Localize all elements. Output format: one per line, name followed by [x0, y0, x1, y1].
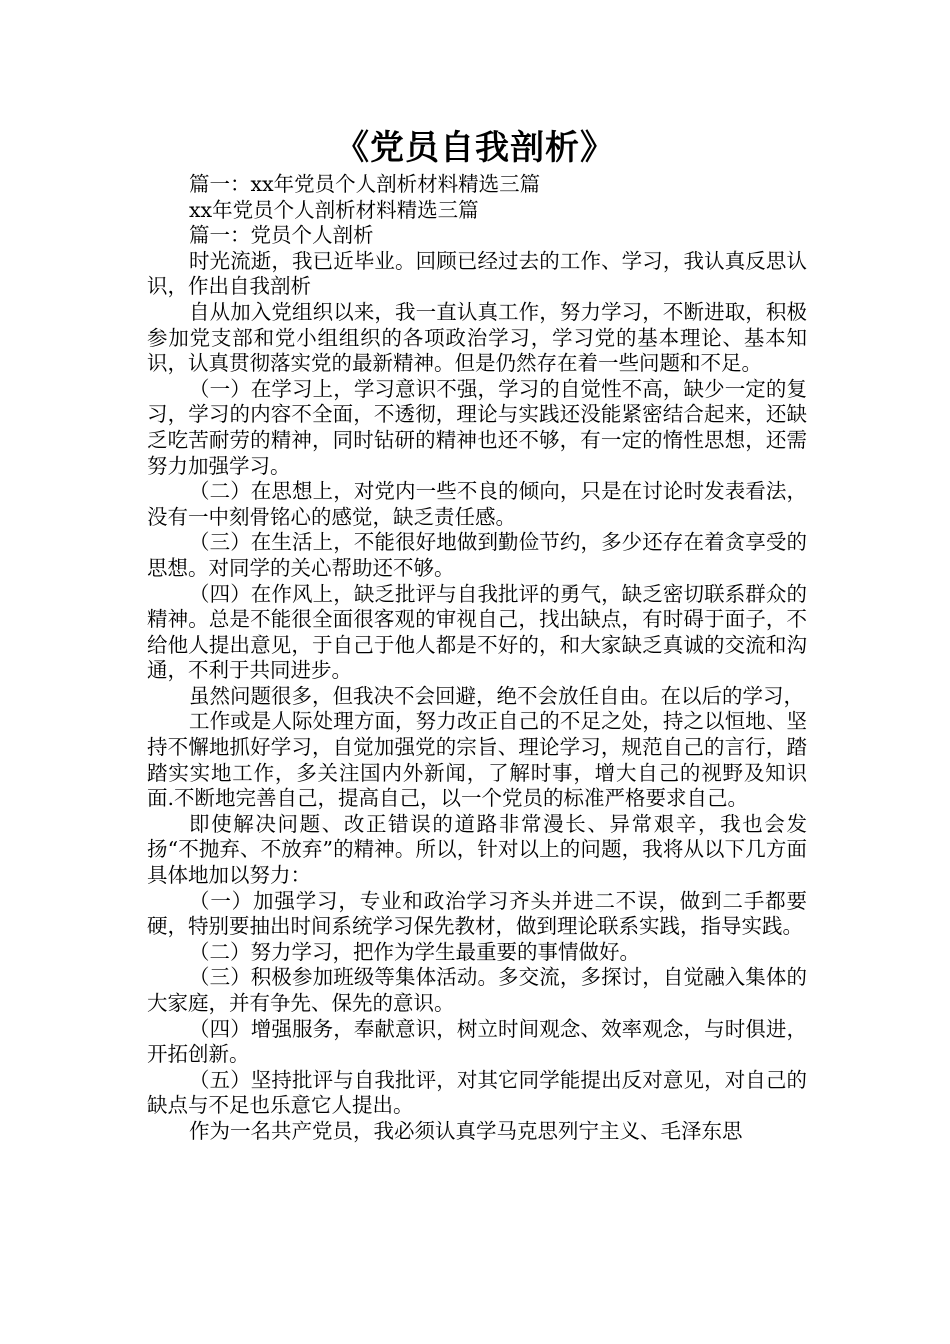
paragraph: 篇一：党员个人剖析: [189, 223, 374, 248]
paragraph: （四）在作风上，缺乏批评与自我批评的勇气，缺乏密切联系群众的精神。总是不能很全面很客观的审视自己，找出缺点，有时碍于面子，不给他人提出意见，于自己于他人都是不好的，和大家缺乏真诚的交流和沟通，不利于共同进步。: [147, 581, 807, 683]
paragraph: 工作或是人际处理方面，努力改正自己的不足之处，持之以恒地、坚持不懈地抓好学习，自觉加强党的宗旨、理论学习，规范自己的言行，踏踏实实地工作，多关注国内外新闻，了解时事，增大自己的视野及知识面.不断地完善自己，提高自己，以一个党员的标准严格要求自己。: [147, 709, 807, 811]
document-title: 《党员自我剖析》: [335, 128, 615, 168]
paragraph: 即使解决问题、改正错误的道路非常漫长、异常艰辛，我也会发扬“不抛弃、不放弃”的精神。所以，针对以上的问题，我将从以下几方面具体地加以努力：: [147, 811, 807, 888]
paragraph: 篇一：xx年党员个人剖析材料精选三篇: [189, 172, 541, 196]
paragraph: （二）努力学习，把作为学生最重要的事情做好。: [189, 939, 640, 964]
paragraph: xx年党员个人剖析材料精选三篇: [189, 197, 479, 222]
paragraph: 时光流逝，我已近毕业。回顾已经过去的工作、学习，我认真反思认识，作出自我剖析: [147, 248, 807, 299]
paragraph: （三）在生活上，不能很好地做到勤俭节约，多少还存在着贪享受的思想。对同学的关心帮助还不够。: [147, 530, 807, 580]
paragraph: （二）在思想上，对党内一些不良的倾向，只是在讨论时发表看法，没有一中刻骨铭心的感觉，缺乏责任感。: [147, 479, 807, 529]
paragraph: 作为一名共产党员，我必须认真学马克思列宁主义、毛泽东思: [189, 1118, 743, 1143]
paragraph: （三）积极参加班级等集体活动。多交流，多探讨，自觉融入集体的大家庭，并有争先、保先的意识。: [147, 965, 807, 1015]
paragraph: （一）在学习上，学习意识不强，学习的自觉性不高，缺少一定的复习，学习的内容不全面，不透彻，理论与实践还没能紧密结合起来，还缺乏吃苦耐劳的精神，同时钻研的精神也还不够，有一定的惰性思想，还需努力加强学习。: [147, 376, 807, 478]
paragraph: （五）坚持批评与自我批评，对其它同学能提出反对意见，对自己的缺点与不足也乐意它人提出。: [147, 1067, 807, 1118]
document-body: [147, 172, 807, 1145]
paragraph: （四）增强服务，奉献意识，树立时间观念、效率观念，与时俱进，开拓创新。: [147, 1016, 807, 1067]
paragraph: 虽然问题很多，但我决不会回避，绝不会放任自由。在以后的学习，: [189, 683, 804, 708]
paragraph: 自从加入党组织以来，我一直认真工作，努力学习，不断进取，积极参加党支部和党小组组织的各项政治学习，学习党的基本理论、基本知识，认真贯彻落实党的最新精神。但是仍然存在着一些问题和不足。: [147, 299, 807, 376]
paragraph: （一）加强学习，专业和政治学习齐头并进二不误，做到二手都要硬，特别要抽出时间系统学习保先教材，做到理论联系实践，指导实践。: [147, 888, 807, 939]
